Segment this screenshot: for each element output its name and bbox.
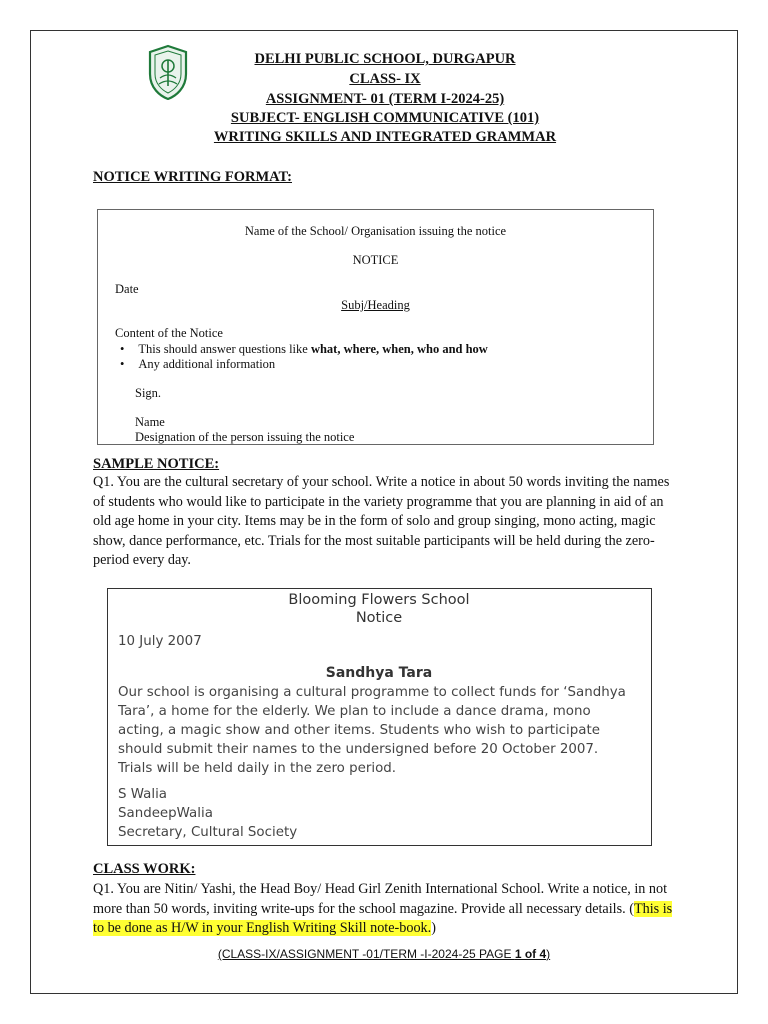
format-notice: NOTICE bbox=[352, 253, 399, 267]
format-subject: Subj/Heading bbox=[341, 298, 410, 312]
classwork-heading: CLASS WORK: bbox=[93, 861, 196, 877]
format-bullet-1: • This should answer questions like what, where, when, who and how bbox=[120, 342, 488, 356]
sample-heading: SAMPLE NOTICE: bbox=[93, 456, 220, 472]
sample-date: 10 July 2007 bbox=[118, 634, 202, 649]
classwork-question: Q1. You are Nitin/ Yashi, the Head Boy/ Head Girl Zenith International School. Write a notice, in not more than 50 words, inviting write-ups for the school magazine. Provide all necessary details. (This is to be done as H/W in your English Writing Skill note-book.) bbox=[93, 881, 673, 936]
topic-title: WRITING SKILLS AND INTEGRATED GRAMMAR bbox=[213, 129, 557, 145]
sample-sign: S Walia bbox=[118, 787, 167, 802]
sample-name: SandeepWalia bbox=[118, 806, 213, 821]
notice-format-box bbox=[97, 209, 654, 445]
format-content: Content of the Notice bbox=[115, 326, 223, 340]
sample-body-line: Our school is organising a cultural programme to collect funds for ‘Sandhya bbox=[118, 685, 626, 700]
sample-designation: Secretary, Cultural Society bbox=[118, 825, 298, 840]
sample-notice-box bbox=[107, 588, 652, 846]
subject-title: SUBJECT- ENGLISH COMMUNICATIVE (101) bbox=[230, 110, 540, 126]
format-date: Date bbox=[115, 282, 139, 296]
format-name: Name bbox=[135, 415, 165, 429]
sample-notice-title: Notice bbox=[355, 610, 403, 626]
school-name: DELHI PUBLIC SCHOOL, DURGAPUR bbox=[254, 51, 516, 67]
homework-highlight: This is to be done as H/W in your English Writing Skill note-book. bbox=[93, 900, 673, 936]
format-org: Name of the School/ Organisation issuing the notice bbox=[244, 224, 507, 238]
bullet-icon: • bbox=[120, 342, 125, 356]
page-footer: (CLASS-IX/ASSIGNMENT -01/TERM -I-2024-25 PAGE 1 of 4) bbox=[217, 947, 551, 961]
sample-body-line: should submit their names to the undersigned before 20 October 2007. bbox=[118, 742, 599, 757]
format-heading: NOTICE WRITING FORMAT: bbox=[93, 169, 292, 185]
page-number: 1 of 4 bbox=[514, 947, 547, 961]
sample-body-line: Tara’, a home for the elderly. We plan to include a dance drama, mono bbox=[118, 704, 591, 719]
format-sign: Sign. bbox=[135, 386, 162, 400]
format-designation: Designation of the person issuing the notice bbox=[135, 430, 355, 444]
class-title: CLASS- IX bbox=[349, 71, 421, 87]
sample-school: Blooming Flowers School bbox=[288, 592, 470, 608]
format-bullet-2: • Any additional information bbox=[120, 357, 276, 371]
sample-body-line: acting, a magic show and other items. Students who wish to participate bbox=[118, 723, 600, 738]
sample-body-line: Trials will be held daily in the zero period. bbox=[118, 761, 397, 776]
assignment-title: ASSIGNMENT- 01 (TERM I-2024-25) bbox=[265, 91, 505, 107]
sample-title: Sandhya Tara bbox=[325, 665, 433, 681]
bullet-icon: • bbox=[120, 357, 125, 371]
sample-question: Q1. You are the cultural secretary of your school. Write a notice in about 50 words inviting the names of students who would like to participate in the variety programme that you are planning in aid of an old age home in your city. Items may be in the form of solo and group singing, mono acting, magic show, dance performance, etc. Trials for the most suitable participants will be held during the zero-period every day. bbox=[93, 474, 670, 568]
